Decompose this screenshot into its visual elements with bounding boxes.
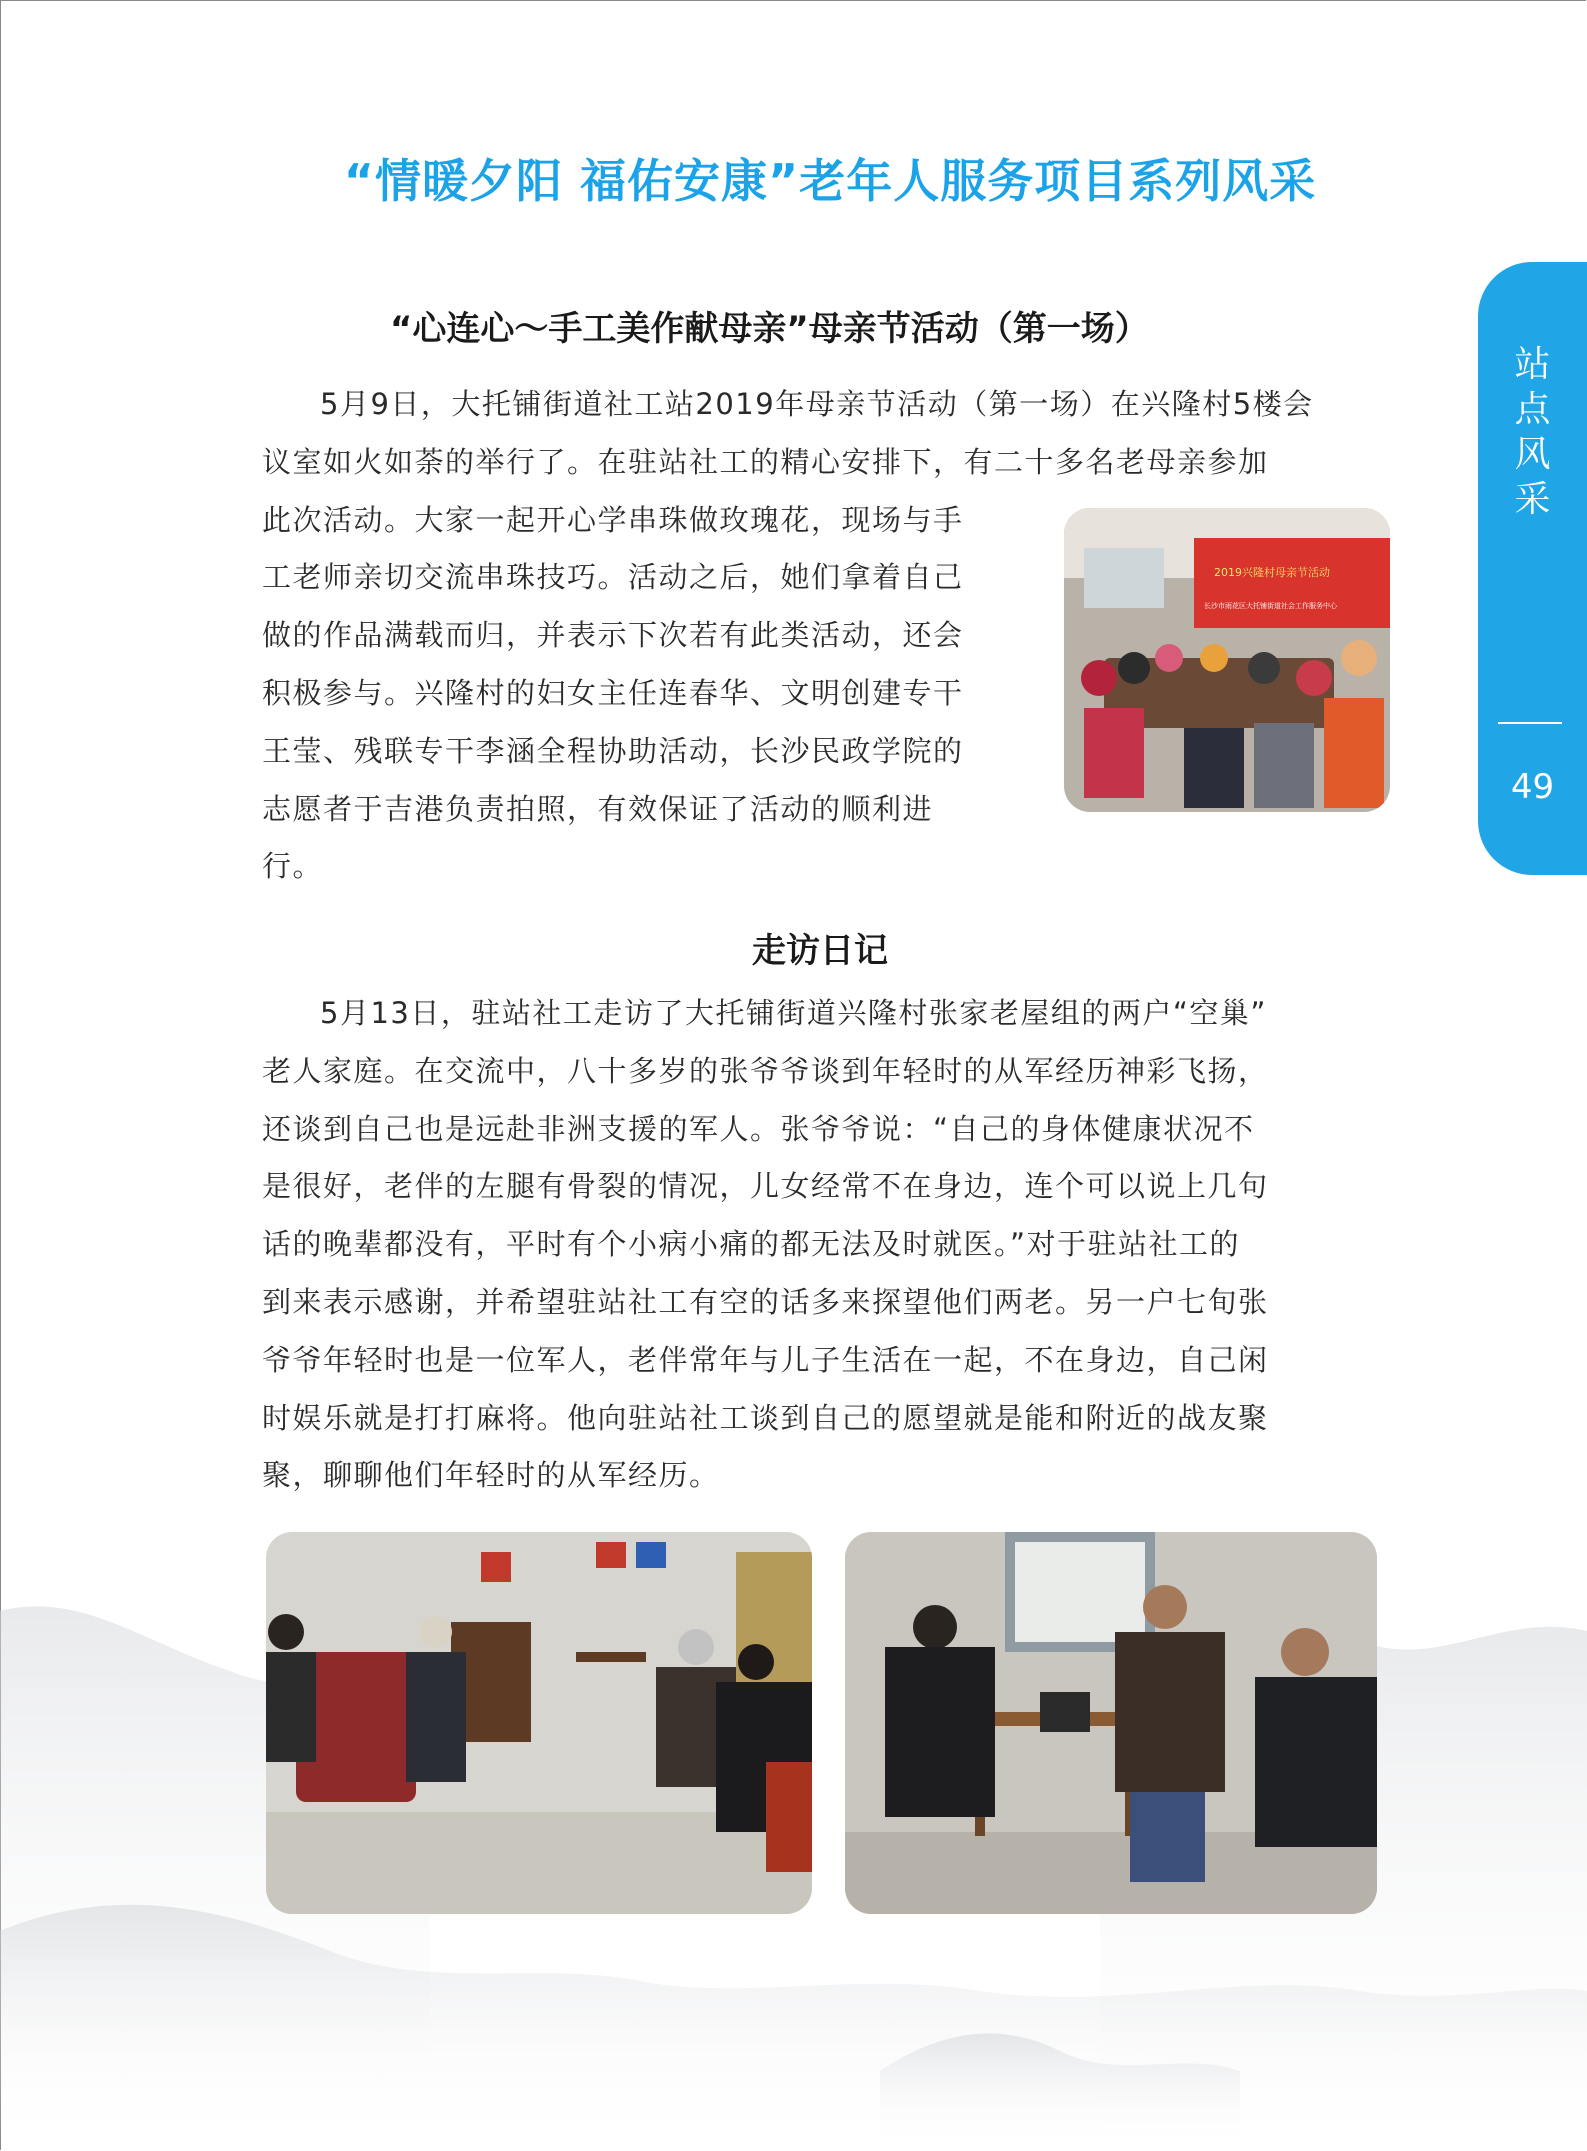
page-number: 49	[1510, 767, 1555, 807]
home-visit-photo-1	[266, 1532, 812, 1914]
side-tab-label	[1478, 342, 1587, 522]
side-tab-char: 点	[1514, 389, 1551, 430]
paragraph-line: 是很好，老伴的左腿有骨裂的情况，儿女经常不在身边，连个可以说上几句	[262, 1169, 1269, 1204]
paragraph-line: 做的作品满载而归，并表示下次若有此类活动，还会	[262, 618, 964, 653]
paragraph-line: 爷爷年轻时也是一位军人，老伴常年与儿子生活在一起，不在身边，自己闲	[262, 1342, 1269, 1377]
section1-title: “心连心～手工美作献母亲”母亲节活动（第一场）	[390, 309, 1149, 349]
paragraph-line: 志愿者于吉港负责拍照，有效保证了活动的顺利进	[262, 791, 934, 826]
paragraph-line: 王莹、残联专干李涵全程协助活动，长沙民政学院的	[262, 733, 964, 768]
banner-text: 2019兴隆村母亲节活动	[1214, 566, 1330, 579]
side-tab-char: 风	[1514, 434, 1551, 475]
home-visit-photo-2	[845, 1532, 1377, 1914]
mothers-day-event-photo	[1064, 508, 1390, 812]
paragraph-line: 到来表示感谢，并希望驻站社工有空的话多来探望他们两老。另一户七旬张	[262, 1284, 1269, 1319]
section-side-tab	[1478, 262, 1587, 875]
paragraph-line: 老人家庭。在交流中，八十多岁的张爷爷谈到年轻时的从军经历神彩飞扬，	[262, 1053, 1269, 1088]
paragraph-line: 工老师亲切交流串珠技巧。活动之后，她们拿着自己	[262, 560, 964, 595]
paragraph-line: 议室如火如荼的举行了。在驻站社工的精心安排下，有二十多名老母亲参加	[262, 444, 1269, 479]
paragraph-line: 还谈到自己也是远赴非洲支援的军人。张爷爷说：“自己的身体健康状况不	[262, 1111, 1255, 1146]
paragraph-line: 时娱乐就是打打麻将。他向驻站社工谈到自己的愿望就是能和附近的战友聚	[262, 1400, 1269, 1435]
side-tab-char: 站	[1514, 344, 1551, 385]
paragraph-line: 行。	[262, 849, 324, 884]
paragraph-line: 5月13日，驻站社工走访了大托铺街道兴隆村张家老屋组的两户“空巢”	[320, 996, 1267, 1030]
paragraph-line: 此次活动。大家一起开心学串珠做玫瑰花，现场与手	[262, 502, 964, 537]
banner-subtext: 长沙市雨花区大托铺街道社会工作服务中心	[1204, 602, 1337, 610]
side-tab-char: 采	[1514, 479, 1551, 520]
paragraph-line: 话的晚辈都没有，平时有个小病小痛的都无法及时就医。”对于驻站社工的	[262, 1227, 1241, 1262]
paragraph-line: 积极参与。兴隆村的妇女主任连春华、文明创建专干	[262, 675, 964, 710]
section2-title: 走访日记	[752, 931, 888, 971]
paragraph-line: 聚，聊聊他们年轻时的从军经历。	[262, 1458, 720, 1493]
section2-paragraph	[262, 985, 1269, 1505]
side-tab-divider	[1498, 722, 1562, 724]
paragraph-line: 5月9日，大托铺街道社工站2019年母亲节活动（第一场）在兴隆村5楼会	[320, 387, 1314, 421]
page-title: “情暖夕阳 福佑安康”老年人服务项目系列风采	[343, 154, 1317, 208]
